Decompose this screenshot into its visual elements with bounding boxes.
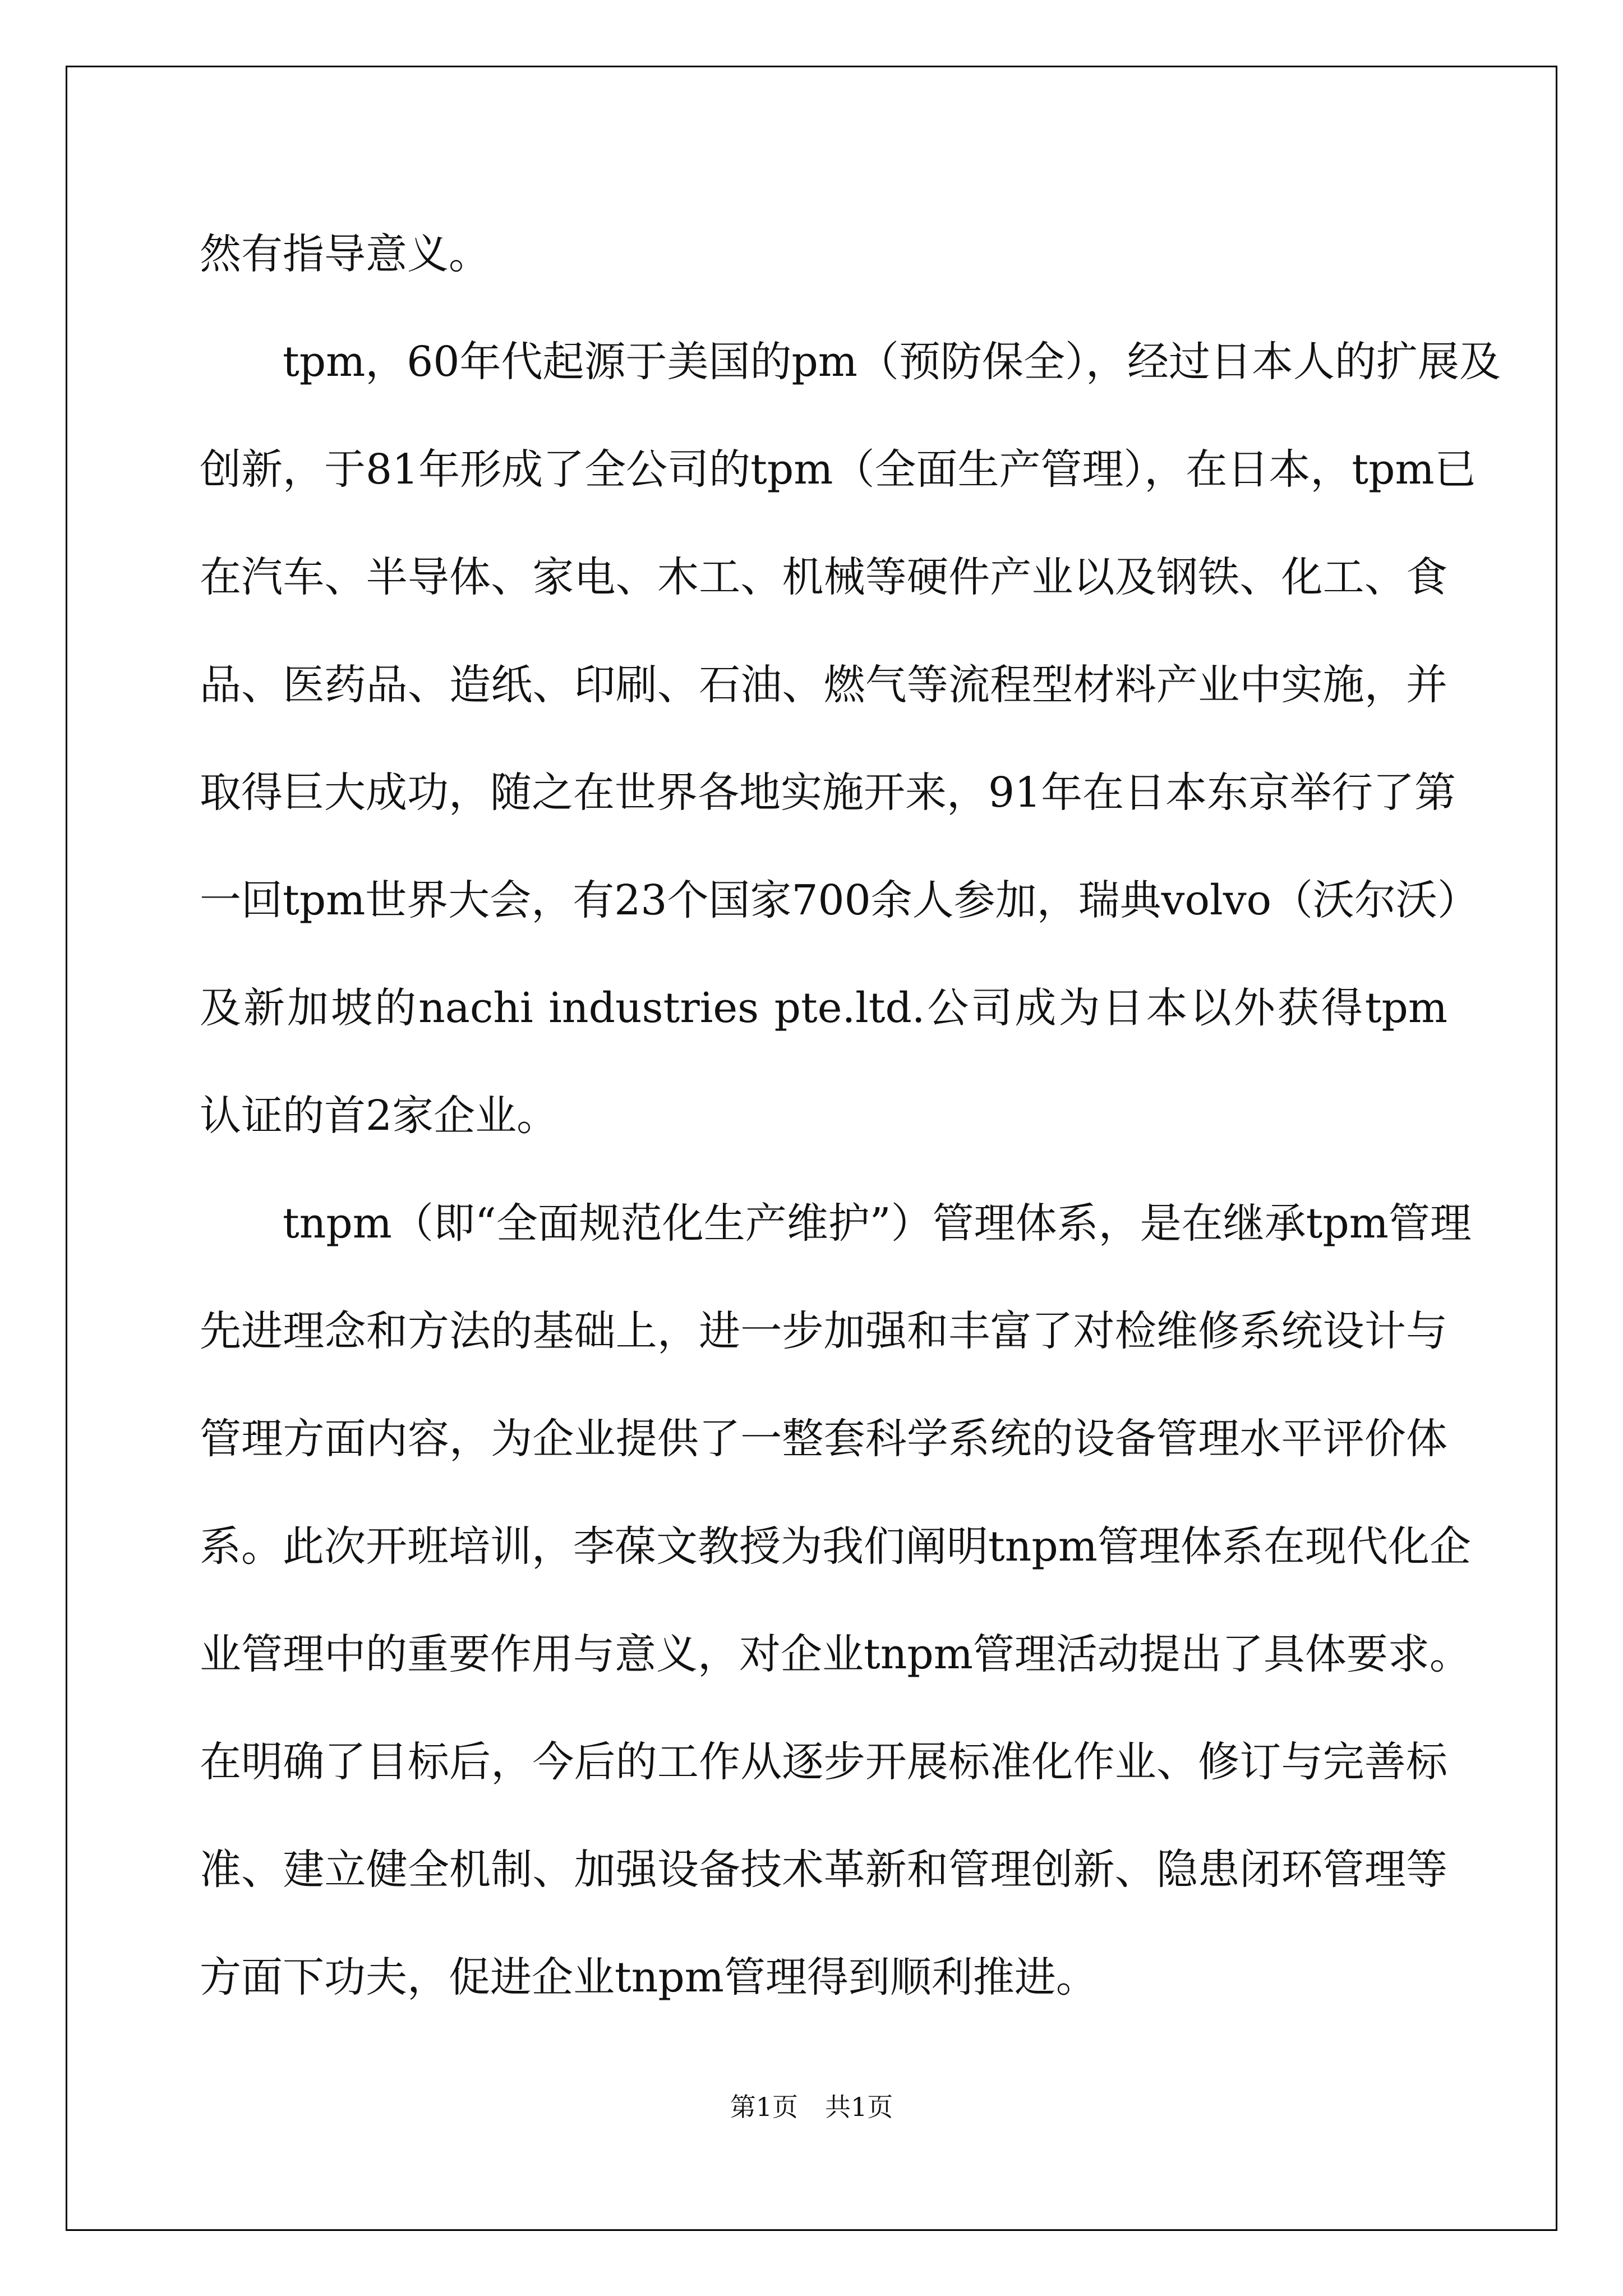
paragraph-line: 创新，于81年形成了全公司的tpm（全面生产管理），在日本，tpm已 xyxy=(200,445,1476,494)
paragraph-line: tpm，60年代起源于美国的pm（预防保全），经过日本人的扩展及 xyxy=(283,338,1501,386)
paragraph-line: 然有指导意义。 xyxy=(200,230,490,278)
paragraph-line: tnpm（即“全面规范化生产维护”）管理体系，是在继承tpm管理 xyxy=(283,1199,1472,1248)
page-total: 共1页 xyxy=(825,2092,893,2122)
paragraph-line: 品、医药品、造纸、印刷、石油、燃气等流程型材料产业中实施，并 xyxy=(200,661,1447,709)
paragraph-line: 一回tpm世界大会，有23个国家700余人参加，瑞典volvo（沃尔沃） xyxy=(200,876,1479,924)
paragraph-line: 及新加坡的nachi industries pte.ltd.公司成为日本以外获得tpm xyxy=(200,984,1447,1032)
paragraph-line: 认证的首2家企业。 xyxy=(200,1092,559,1140)
page-number: 第1页 xyxy=(730,2092,798,2122)
paragraph-line: 在明确了目标后，今后的工作从逐步开展标准化作业、修订与完善标 xyxy=(200,1738,1447,1786)
paragraph-line: 系。此次开班培训，李葆文教授为我们阐明tnpm管理体系在现代化企 xyxy=(200,1522,1471,1571)
paragraph-line: 方面下功夫，促进企业tnpm管理得到顺利推进。 xyxy=(200,1953,1098,2001)
paragraph-line: 准、建立健全机制、加强设备技术革新和管理创新、隐患闭环管理等 xyxy=(200,1846,1447,1894)
paragraph-line: 管理方面内容，为企业提供了一整套科学系统的设备管理水平评价体 xyxy=(200,1415,1447,1463)
document-body xyxy=(200,200,1501,2031)
paragraph-line: 先进理念和方法的基础上，进一步加强和丰富了对检维修系统设计与 xyxy=(200,1307,1447,1355)
paragraph-line: 取得巨大成功，随之在世界各地实施开来，91年在日本东京举行了第 xyxy=(200,769,1456,817)
paragraph-line: 业管理中的重要作用与意义，对企业tnpm管理活动提出了具体要求。 xyxy=(200,1630,1471,1678)
page-footer xyxy=(0,2087,1623,2124)
paragraph-line: 在汽车、半导体、家电、木工、机械等硬件产业以及钢铁、化工、食 xyxy=(200,553,1447,601)
